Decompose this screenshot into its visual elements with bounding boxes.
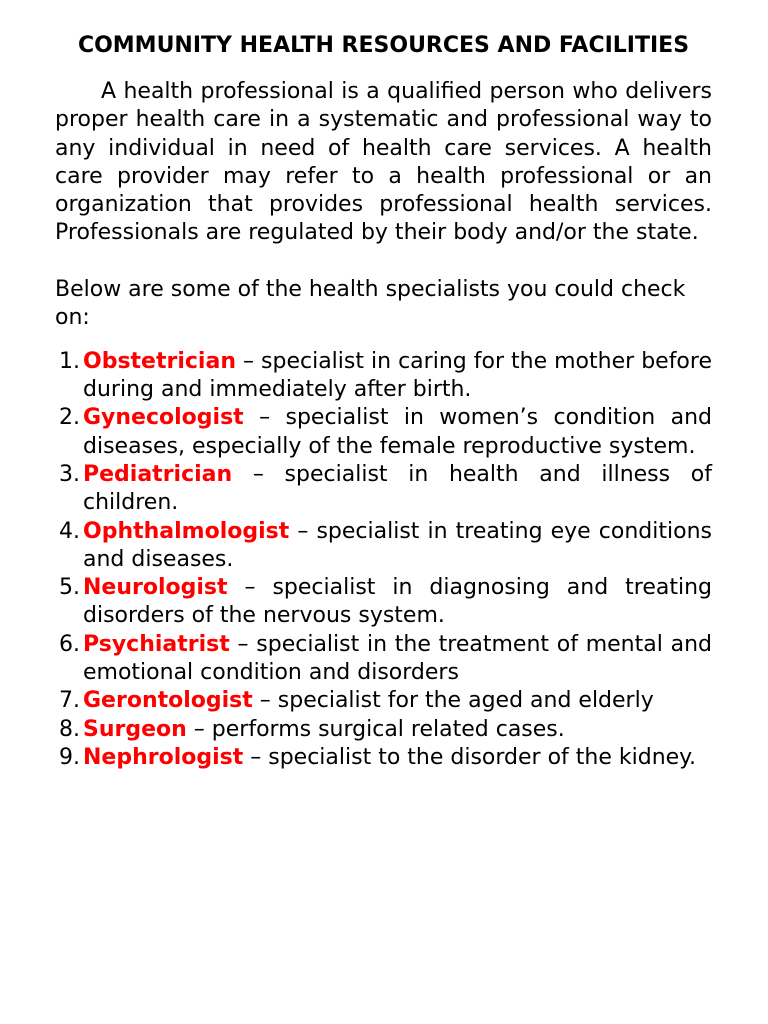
- lead-paragraph: Below are some of the health specialists you could check on:: [55, 276, 686, 330]
- specialist-term: Neurologist: [83, 575, 228, 601]
- specialist-term: Pediatrician: [83, 461, 233, 487]
- list-item-number: 9.: [59, 744, 80, 770]
- list-item: [55, 631, 712, 688]
- list-item: [55, 574, 712, 631]
- specialist-term: Surgeon: [83, 716, 187, 742]
- specialist-term: Gerontologist: [83, 688, 253, 714]
- list-item: [55, 348, 712, 405]
- paragraph-spacer: [55, 248, 712, 276]
- list-item: [55, 404, 712, 461]
- list-item: [55, 716, 712, 744]
- specialist-term: Ophthalmologist: [83, 518, 290, 544]
- specialist-description: – specialist in the treatment of mental and emotional condition and disorders: [83, 631, 712, 686]
- list-item-number: 7.: [59, 688, 80, 714]
- specialist-description: – specialist for the aged and elderly: [252, 688, 654, 714]
- list-item: [55, 744, 712, 772]
- intro-paragraph: A health professional is a qualified person who delivers proper health care in a systematic and professional way to any individual in need of health care services. A health care provider may refer to a health professional or an organization that provides professional health services. Professionals are regulated by their body and/or the state.: [55, 79, 712, 246]
- list-item: [55, 687, 712, 715]
- specialist-list: [55, 348, 712, 772]
- list-item-number: 4.: [59, 518, 80, 544]
- specialist-description: – specialist to the disorder of the kidney.: [243, 744, 697, 770]
- specialist-term: Obstetrician: [83, 348, 236, 374]
- list-item-number: 6.: [59, 631, 80, 657]
- specialist-description: – specialist in treating eye conditions and diseases.: [83, 518, 712, 572]
- specialist-description: – specialist in caring for the mother before during and immediately after birth.: [83, 348, 712, 403]
- list-item-number: 3.: [59, 461, 80, 487]
- specialist-term: Psychiatrist: [83, 631, 230, 657]
- list-item-number: 1.: [59, 348, 80, 374]
- page-title: COMMUNITY HEALTH RESOURCES AND FACILITIES: [77, 33, 690, 58]
- list-item: [55, 461, 712, 518]
- specialist-term: Nephrologist: [83, 744, 244, 770]
- specialist-description: – specialist in diagnosing and treating disorders of the nervous system.: [83, 575, 712, 629]
- specialist-description: – performs surgical related cases.: [186, 716, 565, 742]
- list-item-number: 8.: [59, 716, 80, 742]
- specialist-description: – specialist in women’s condition and diseases, especially of the female reproductive system.: [83, 405, 712, 459]
- list-item-number: 5.: [59, 575, 80, 601]
- specialist-description: – specialist in health and illness of children.: [83, 461, 712, 516]
- list-item-number: 2.: [59, 405, 80, 431]
- document-page: [55, 32, 712, 772]
- list-item: [55, 518, 712, 575]
- specialist-term: Gynecologist: [83, 405, 244, 431]
